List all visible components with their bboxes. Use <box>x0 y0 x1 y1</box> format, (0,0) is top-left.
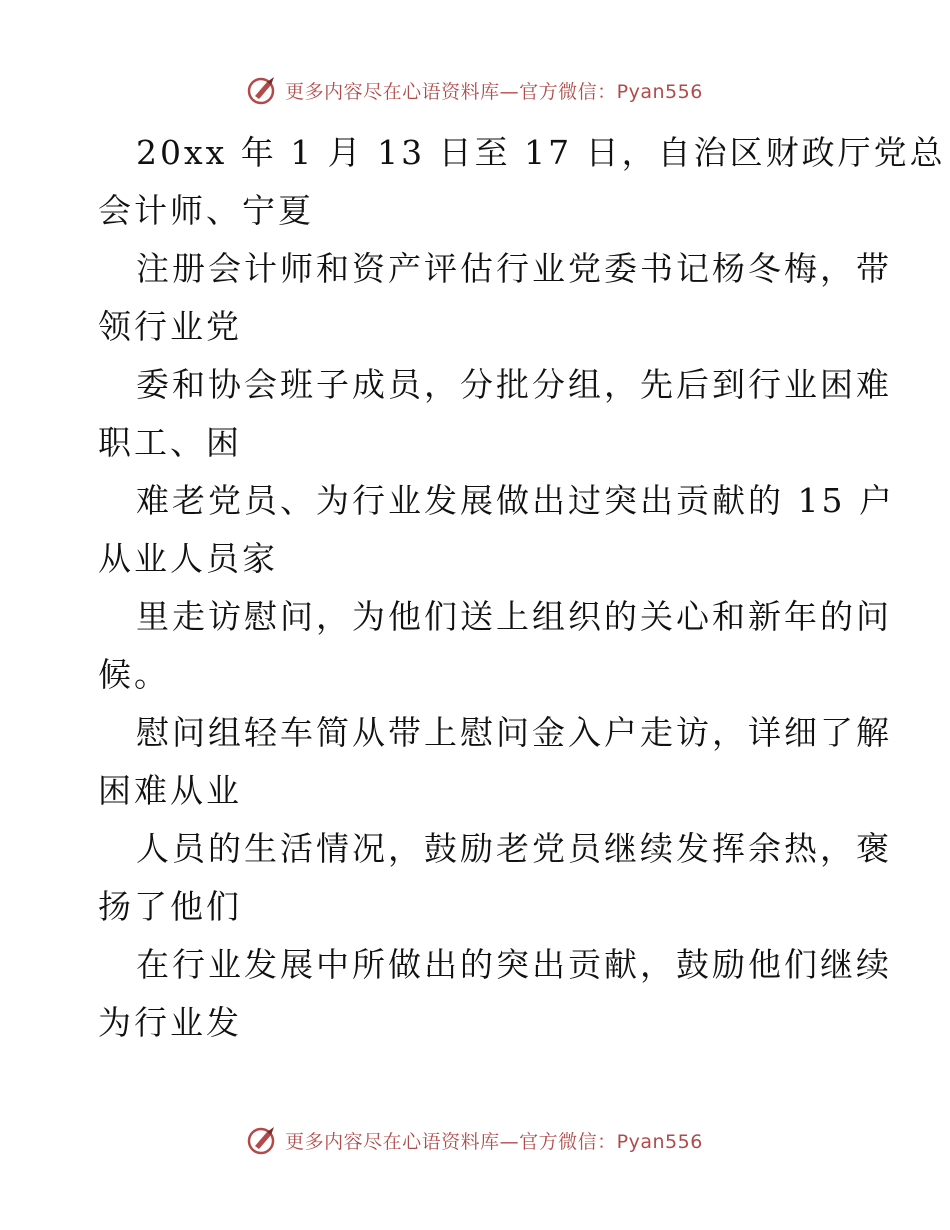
header-banner <box>0 70 950 110</box>
footer-banner-text: 更多内容尽在心语资料库—官方微信：Pyan556 <box>285 1130 703 1153</box>
paragraph-line: 从业人员家 <box>98 539 278 578</box>
paragraph-3 <box>98 356 892 472</box>
paragraph-line: 为行业发 <box>98 1003 242 1042</box>
paragraph-line: 扬了他们 <box>98 887 242 926</box>
document-body <box>98 124 946 1052</box>
paragraph-line: 20xx 年 1 月 13 日至 17 日，自治区财政厅党总 <box>136 133 946 172</box>
paragraph-line: 注册会计师和资产评估行业党委书记杨冬梅，带 <box>136 249 892 288</box>
paragraph-line: 在行业发展中所做出的突出贡献，鼓励他们继续 <box>136 945 892 984</box>
paragraph-5 <box>98 588 892 704</box>
paragraph-line: 里走访慰问，为他们送上组织的关心和新年的问 <box>136 597 892 636</box>
paragraph-line: 领行业党 <box>98 307 242 346</box>
paragraph-line: 难老党员、为行业发展做出过突出贡献的 15 户 <box>136 481 895 520</box>
paragraph-8 <box>98 936 892 1052</box>
paragraph-6 <box>98 704 892 820</box>
header-banner-text: 更多内容尽在心语资料库—官方微信：Pyan556 <box>285 80 703 103</box>
paragraph-line: 会计师、宁夏 <box>98 191 314 230</box>
paragraph-line: 委和协会班子成员，分批分组，先后到行业困难 <box>136 365 892 404</box>
paragraph-line: 候。 <box>98 655 170 694</box>
paragraph-line: 职工、困 <box>98 423 242 462</box>
footer-banner <box>0 1120 950 1160</box>
pen-logo-icon <box>247 74 279 106</box>
paragraph-line: 人员的生活情况，鼓励老党员继续发挥余热，褒 <box>136 829 892 868</box>
paragraph-7 <box>98 820 892 936</box>
paragraph-line: 慰问组轻车简从带上慰问金入户走访，详细了解 <box>136 713 892 752</box>
paragraph-4 <box>98 472 895 588</box>
paragraph-1 <box>98 124 946 240</box>
paragraph-2 <box>98 240 892 356</box>
pen-logo-icon <box>247 1124 279 1156</box>
paragraph-line: 困难从业 <box>98 771 242 810</box>
